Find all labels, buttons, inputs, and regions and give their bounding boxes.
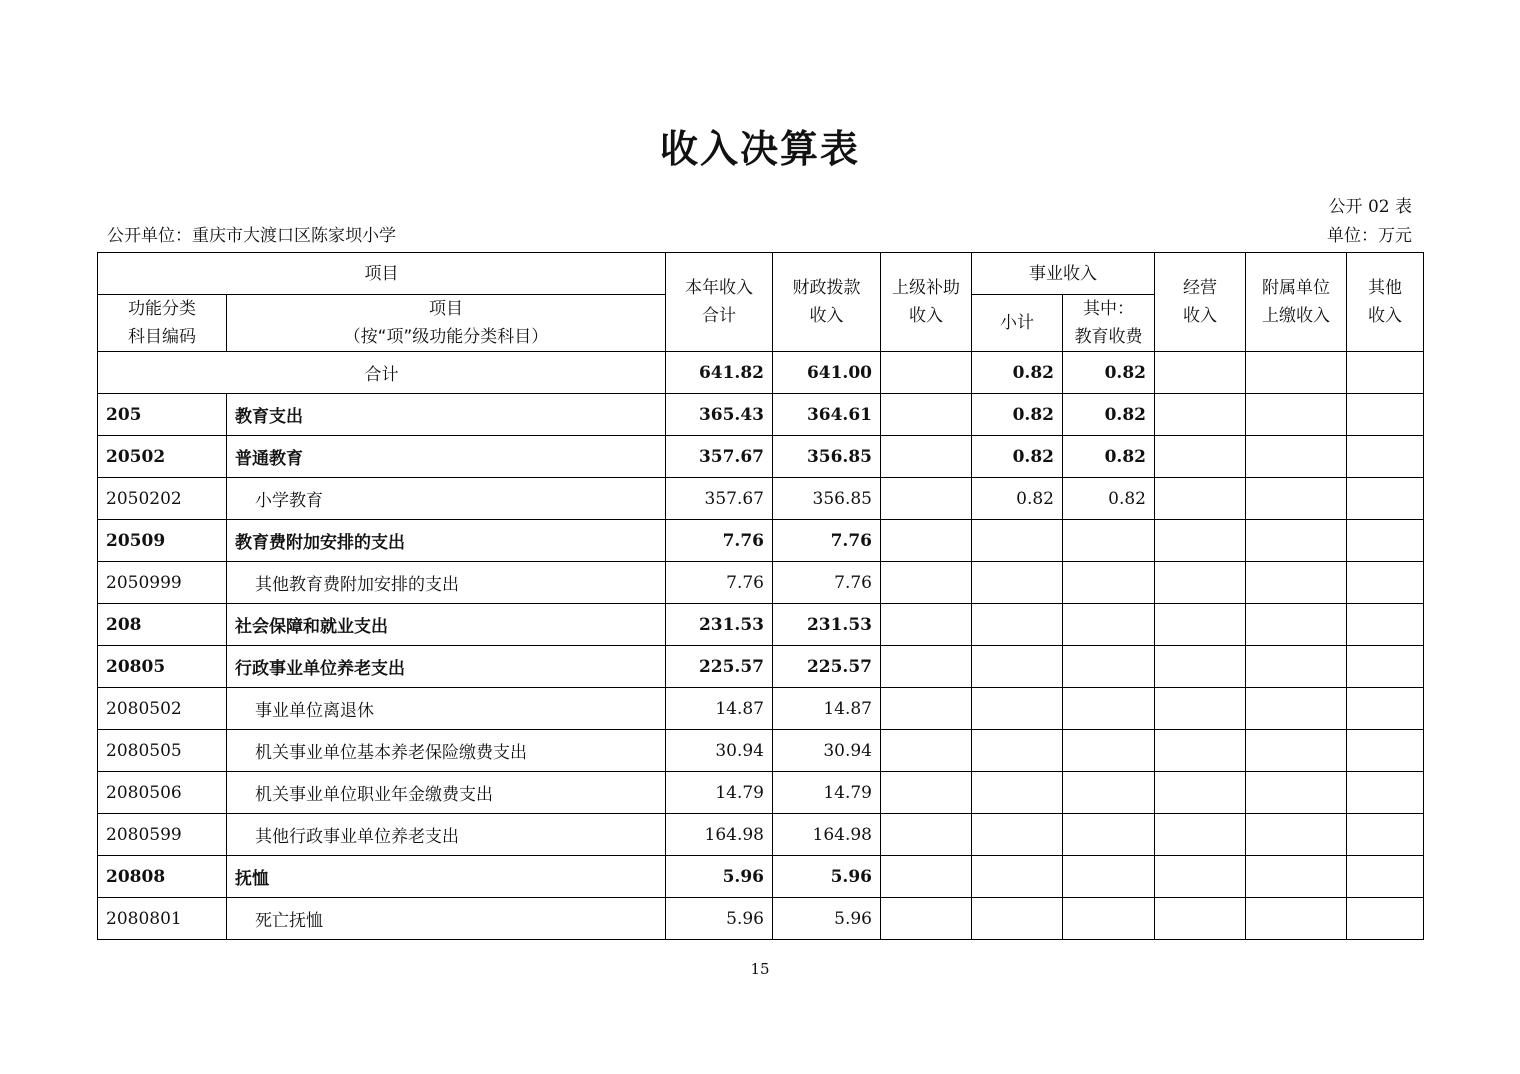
cell-name xyxy=(227,604,666,646)
header-total: 本年收入 合计 xyxy=(666,253,773,352)
cell-code: 20502 xyxy=(98,436,227,478)
cell-code: 20509 xyxy=(98,520,227,562)
cell-fiscal: 30.94 xyxy=(773,730,881,772)
cell-affiliate xyxy=(1246,814,1347,856)
header-project: 项目 xyxy=(98,253,666,295)
table-row xyxy=(98,772,1424,814)
header-fiscal: 财政拨款 收入 xyxy=(773,253,881,352)
cell-upper xyxy=(881,436,972,478)
cell-name xyxy=(227,394,666,436)
table-row xyxy=(98,436,1424,478)
cell-name-text: 教育费附加安排的支出 xyxy=(235,533,405,553)
cell-name xyxy=(227,898,666,940)
cell-name xyxy=(227,436,666,478)
table-row xyxy=(98,730,1424,772)
total-label: 合计 xyxy=(98,352,666,394)
cell-fiscal: 231.53 xyxy=(773,604,881,646)
cell-code: 2080506 xyxy=(98,772,227,814)
cell-name-text: 社会保障和就业支出 xyxy=(235,617,388,637)
cell-subtotal: 0.82 xyxy=(972,352,1063,394)
header-affiliate: 附属单位 上缴收入 xyxy=(1246,253,1347,352)
cell-subtotal xyxy=(972,562,1063,604)
cell-other xyxy=(1347,562,1424,604)
cell-fiscal: 641.00 xyxy=(773,352,881,394)
cell-edu xyxy=(1063,856,1155,898)
cell-edu xyxy=(1063,814,1155,856)
cell-code: 2080599 xyxy=(98,814,227,856)
cell-business xyxy=(1155,562,1246,604)
cell-upper xyxy=(881,772,972,814)
table-row xyxy=(98,478,1424,520)
cell-subtotal xyxy=(972,646,1063,688)
cell-edu: 0.82 xyxy=(1063,394,1155,436)
cell-fiscal: 356.85 xyxy=(773,478,881,520)
table-row xyxy=(98,856,1424,898)
cell-business xyxy=(1155,394,1246,436)
cell-other xyxy=(1347,646,1424,688)
cell-business xyxy=(1155,520,1246,562)
cell-edu: 0.82 xyxy=(1063,436,1155,478)
cell-subtotal xyxy=(972,814,1063,856)
cell-name-text: 抚恤 xyxy=(235,869,269,889)
cell-code: 20808 xyxy=(98,856,227,898)
cell-business xyxy=(1155,646,1246,688)
cell-subtotal: 0.82 xyxy=(972,436,1063,478)
cell-upper xyxy=(881,562,972,604)
cell-name xyxy=(227,730,666,772)
cell-name xyxy=(227,562,666,604)
cell-upper xyxy=(881,814,972,856)
cell-total: 365.43 xyxy=(666,394,773,436)
cell-fiscal: 5.96 xyxy=(773,898,881,940)
cell-affiliate xyxy=(1246,436,1347,478)
table-row xyxy=(98,646,1424,688)
cell-code: 208 xyxy=(98,604,227,646)
cell-business xyxy=(1155,352,1246,394)
cell-affiliate xyxy=(1246,898,1347,940)
cell-other xyxy=(1347,856,1424,898)
cell-affiliate xyxy=(1246,478,1347,520)
header-edu-fee: 其中： 教育收费 xyxy=(1063,295,1155,352)
cell-total: 231.53 xyxy=(666,604,773,646)
cell-upper xyxy=(881,604,972,646)
cell-name-text: 其他教育费附加安排的支出 xyxy=(255,575,459,595)
cell-other xyxy=(1347,604,1424,646)
currency-unit: 单位：万元 xyxy=(1327,226,1412,246)
cell-total: 7.76 xyxy=(666,520,773,562)
cell-fiscal: 356.85 xyxy=(773,436,881,478)
cell-name-text: 行政事业单位养老支出 xyxy=(235,659,405,679)
cell-edu xyxy=(1063,646,1155,688)
cell-fiscal: 7.76 xyxy=(773,562,881,604)
table-row xyxy=(98,898,1424,940)
cell-total: 164.98 xyxy=(666,814,773,856)
header-subtotal: 小计 xyxy=(972,295,1063,352)
cell-code: 2050202 xyxy=(98,478,227,520)
cell-subtotal xyxy=(972,604,1063,646)
cell-edu xyxy=(1063,520,1155,562)
cell-name xyxy=(227,520,666,562)
cell-name-text: 其他行政事业单位养老支出 xyxy=(255,827,459,847)
table-row xyxy=(98,562,1424,604)
cell-upper xyxy=(881,898,972,940)
reporting-unit: 公开单位：重庆市大渡口区陈家坝小学 xyxy=(107,226,396,246)
cell-business xyxy=(1155,814,1246,856)
cell-upper xyxy=(881,730,972,772)
cell-subtotal xyxy=(972,898,1063,940)
header-business: 经营 收入 xyxy=(1155,253,1246,352)
cell-business xyxy=(1155,604,1246,646)
header-other: 其他 收入 xyxy=(1347,253,1424,352)
cell-subtotal xyxy=(972,688,1063,730)
header-code: 功能分类 科目编码 xyxy=(98,295,227,352)
cell-total: 641.82 xyxy=(666,352,773,394)
cell-edu xyxy=(1063,730,1155,772)
cell-subtotal: 0.82 xyxy=(972,478,1063,520)
cell-subtotal xyxy=(972,856,1063,898)
cell-name xyxy=(227,856,666,898)
table-row xyxy=(98,814,1424,856)
cell-upper xyxy=(881,856,972,898)
cell-affiliate xyxy=(1246,646,1347,688)
cell-fiscal: 5.96 xyxy=(773,856,881,898)
cell-business xyxy=(1155,688,1246,730)
cell-affiliate xyxy=(1246,688,1347,730)
header-upper-subsidy: 上级补助 收入 xyxy=(881,253,972,352)
cell-business xyxy=(1155,898,1246,940)
cell-subtotal xyxy=(972,772,1063,814)
cell-edu: 0.82 xyxy=(1063,352,1155,394)
cell-fiscal: 364.61 xyxy=(773,394,881,436)
cell-fiscal: 14.87 xyxy=(773,688,881,730)
cell-affiliate xyxy=(1246,604,1347,646)
cell-edu xyxy=(1063,604,1155,646)
cell-code: 2050999 xyxy=(98,562,227,604)
cell-fiscal: 225.57 xyxy=(773,646,881,688)
cell-upper xyxy=(881,478,972,520)
cell-other xyxy=(1347,436,1424,478)
cell-business xyxy=(1155,772,1246,814)
cell-other xyxy=(1347,772,1424,814)
cell-edu xyxy=(1063,772,1155,814)
header-item: 项目 （按“项”级功能分类科目） xyxy=(227,295,666,352)
cell-total: 5.96 xyxy=(666,856,773,898)
cell-other xyxy=(1347,730,1424,772)
cell-code: 20805 xyxy=(98,646,227,688)
income-report-table xyxy=(97,252,1424,940)
cell-subtotal xyxy=(972,520,1063,562)
cell-edu xyxy=(1063,898,1155,940)
cell-business xyxy=(1155,856,1246,898)
cell-upper xyxy=(881,394,972,436)
table-row xyxy=(98,394,1424,436)
cell-affiliate xyxy=(1246,352,1347,394)
cell-total: 7.76 xyxy=(666,562,773,604)
cell-affiliate xyxy=(1246,562,1347,604)
cell-code: 205 xyxy=(98,394,227,436)
cell-total: 357.67 xyxy=(666,478,773,520)
cell-name-text: 死亡抚恤 xyxy=(255,911,323,931)
page-title: 收入决算表 xyxy=(659,127,860,171)
cell-other xyxy=(1347,688,1424,730)
cell-fiscal: 14.79 xyxy=(773,772,881,814)
cell-business xyxy=(1155,730,1246,772)
table-row xyxy=(98,688,1424,730)
cell-name-text: 机关事业单位基本养老保险缴费支出 xyxy=(255,743,527,763)
cell-affiliate xyxy=(1246,730,1347,772)
cell-total: 14.79 xyxy=(666,772,773,814)
cell-upper xyxy=(881,646,972,688)
cell-fiscal: 7.76 xyxy=(773,520,881,562)
cell-affiliate xyxy=(1246,394,1347,436)
cell-other xyxy=(1347,478,1424,520)
cell-subtotal: 0.82 xyxy=(972,394,1063,436)
cell-other xyxy=(1347,394,1424,436)
cell-upper xyxy=(881,688,972,730)
cell-name-text: 小学教育 xyxy=(255,491,323,511)
header-career-income: 事业收入 xyxy=(972,253,1155,295)
cell-business xyxy=(1155,478,1246,520)
cell-fiscal: 164.98 xyxy=(773,814,881,856)
cell-affiliate xyxy=(1246,520,1347,562)
cell-total: 30.94 xyxy=(666,730,773,772)
cell-upper xyxy=(881,520,972,562)
cell-total: 225.57 xyxy=(666,646,773,688)
form-number: 公开 02 表 xyxy=(1328,197,1412,217)
cell-name-text: 机关事业单位职业年金缴费支出 xyxy=(255,785,493,805)
table-row xyxy=(98,604,1424,646)
cell-edu xyxy=(1063,688,1155,730)
cell-name xyxy=(227,646,666,688)
page-number: 15 xyxy=(750,960,770,978)
cell-business xyxy=(1155,436,1246,478)
cell-other xyxy=(1347,520,1424,562)
cell-edu: 0.82 xyxy=(1063,478,1155,520)
cell-code: 2080505 xyxy=(98,730,227,772)
table-row xyxy=(98,520,1424,562)
cell-other xyxy=(1347,898,1424,940)
cell-other xyxy=(1347,814,1424,856)
cell-name-text: 事业单位离退休 xyxy=(255,701,374,721)
cell-name xyxy=(227,814,666,856)
cell-name-text: 教育支出 xyxy=(235,407,303,427)
cell-code: 2080502 xyxy=(98,688,227,730)
cell-other xyxy=(1347,352,1424,394)
cell-name xyxy=(227,478,666,520)
cell-subtotal xyxy=(972,730,1063,772)
cell-affiliate xyxy=(1246,772,1347,814)
cell-affiliate xyxy=(1246,856,1347,898)
cell-name xyxy=(227,772,666,814)
cell-name-text: 普通教育 xyxy=(235,449,303,469)
cell-total: 5.96 xyxy=(666,898,773,940)
cell-total: 14.87 xyxy=(666,688,773,730)
cell-edu xyxy=(1063,562,1155,604)
cell-total: 357.67 xyxy=(666,436,773,478)
cell-name xyxy=(227,688,666,730)
cell-code: 2080801 xyxy=(98,898,227,940)
cell-upper xyxy=(881,352,972,394)
total-row xyxy=(98,352,1424,394)
